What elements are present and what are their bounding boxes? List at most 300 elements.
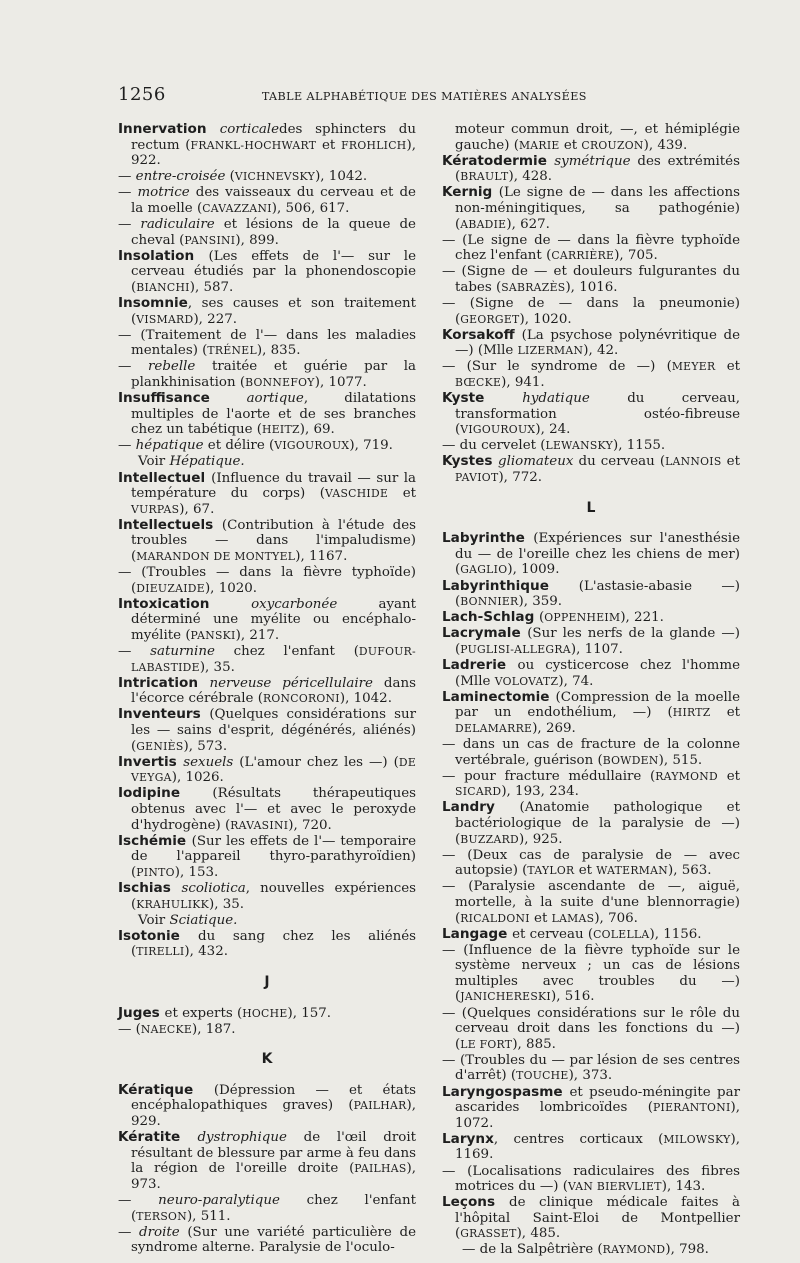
author-name: HIRTZ xyxy=(672,706,711,720)
index-entry xyxy=(118,217,416,248)
author-name: VISMARD xyxy=(136,312,194,326)
index-entry xyxy=(118,471,416,518)
entry-text: — (Sur le syndrome de —) ( xyxy=(442,359,672,375)
index-entry xyxy=(118,597,416,644)
entry-text: (Sur les nerfs de la glande —) ( xyxy=(455,626,740,657)
entry-headword: Laryngospasme xyxy=(442,1083,570,1100)
entry-text: ), 835. xyxy=(256,343,301,359)
entry-text: ), 1016. xyxy=(565,279,618,295)
cross-reference xyxy=(442,1242,740,1258)
index-entry xyxy=(118,1225,416,1256)
entry-text: ), 157. xyxy=(287,1005,332,1021)
entry-text: ), 67. xyxy=(179,501,215,517)
author-name: GAGLIO xyxy=(460,563,508,577)
entry-text: — du cervelet ( xyxy=(442,438,546,454)
entry-italic-term: Hépatique. xyxy=(169,454,245,470)
entry-text: des extrémités ( xyxy=(455,153,740,185)
entry-text: et xyxy=(559,137,582,153)
entry-text: ), 153. xyxy=(174,864,219,880)
cross-reference xyxy=(118,913,416,929)
entry-text: — (Quelques considérations sur le rôle du cerveau droit dans les fonctions du —) ( xyxy=(442,1005,740,1052)
entry-text: ), 1009. xyxy=(507,562,560,578)
entry-headword: Kyste xyxy=(442,390,523,407)
author-name: OPPENHEIM xyxy=(544,611,621,625)
entry-text: (Les effets de l'— sur le cerveau étudiés par la phonendoscopie ( xyxy=(131,248,416,295)
author-name: PANSINI xyxy=(184,233,236,247)
index-entry xyxy=(442,1195,740,1242)
entry-text: ), 143. xyxy=(661,1179,706,1195)
entry-italic-term: neuro-paralytique xyxy=(158,1193,280,1208)
entry-text: ), 587. xyxy=(189,279,234,295)
entry-italic-term: gliomateux xyxy=(498,454,574,470)
author-name: PANSKI xyxy=(190,629,236,642)
entry-text: et xyxy=(316,137,342,153)
author-name: TOUCHE xyxy=(516,1069,569,1083)
entry-text: (Sur une variété particulière de syndrome alterne. Paralysie de l'oculo- xyxy=(131,1224,416,1256)
entry-headword: Lach-Schlag xyxy=(442,609,540,626)
index-entry xyxy=(442,454,740,485)
entry-text: ), 506, 617. xyxy=(271,200,350,216)
entry-text: (Quelques considérations sur les — sains d'esprit, dégénérés, aliénés) ( xyxy=(131,707,416,754)
entry-text: ayant déterminé une myélite ou encéphalo-myélite ( xyxy=(131,596,417,643)
entry-headword: Juges xyxy=(118,1004,165,1021)
index-entry xyxy=(442,122,740,153)
author-name: GENIÈS xyxy=(136,739,184,753)
index-entry xyxy=(442,690,740,737)
entry-headword: Larynx xyxy=(442,1130,494,1147)
entry-text: — de la Salpêtrière ( xyxy=(462,1242,603,1258)
entry-text: ), 1072. xyxy=(455,1100,740,1131)
author-name: TIRELLI xyxy=(136,945,185,959)
section-letter-heading: J xyxy=(264,973,270,990)
entry-italic-term: aortique xyxy=(246,391,304,407)
entry-italic-term: nerveuse péricellulaire xyxy=(209,675,373,691)
entry-text: — ( xyxy=(118,1021,141,1037)
entry-headword: Ischias xyxy=(118,880,182,896)
author-name: MILOWSKY xyxy=(663,1132,731,1146)
entry-text: moteur commun droit, —, et hémiplégie gauche) ( xyxy=(455,122,740,153)
index-entry xyxy=(118,755,416,786)
entry-text: ), 563. xyxy=(667,863,712,879)
entry-text: et xyxy=(717,768,740,784)
entry-text: — (Troubles — dans la fièvre typhoïde) ( xyxy=(118,565,416,596)
entry-headword: Iodipine xyxy=(118,785,213,802)
entry-text: — xyxy=(118,1224,140,1240)
author-name: TERSON xyxy=(136,1209,187,1223)
author-name: DELAMARRE xyxy=(455,721,533,735)
author-name: NAECKE xyxy=(140,1022,193,1036)
entry-text: (Anatomie pathologique et bactériologique de la paralysie de —) ( xyxy=(455,800,740,847)
index-entry xyxy=(442,328,740,359)
author-name: BIANCHI xyxy=(136,280,190,294)
entry-italic-term: rebelle xyxy=(148,359,196,375)
author-name: GEORGET xyxy=(460,312,520,326)
entry-text: — (Le signe de — dans la fièvre typhoïde chez l'enfant ( xyxy=(442,232,740,264)
entry-italic-term: droite xyxy=(139,1224,180,1240)
author-name: LEWANSKY xyxy=(545,439,614,453)
entry-text: ( xyxy=(225,169,235,185)
index-entry xyxy=(442,1132,740,1163)
index-entry xyxy=(118,1193,416,1224)
index-entry xyxy=(442,1053,740,1084)
entry-text: ), 1167. xyxy=(295,549,348,565)
entry-text: — xyxy=(118,169,136,185)
author-name: FROHLICH xyxy=(341,138,407,152)
entry-text: ), 1169. xyxy=(455,1131,740,1163)
index-entry xyxy=(118,518,416,565)
index-entry xyxy=(118,644,416,675)
index-entry xyxy=(118,249,416,296)
entry-italic-term: radiculaire xyxy=(140,217,215,233)
author-name: JANICHERESKI xyxy=(460,990,551,1004)
entry-text: dans l'écorce cérébrale ( xyxy=(131,675,416,707)
section-letter-heading: L xyxy=(586,499,596,516)
entry-headword: Intrication xyxy=(118,674,210,691)
entry-text: (Résultats thérapeutiques obtenus avec l'— et avec le peroxyde d'hydrogène) ( xyxy=(131,786,416,833)
author-name: VURPAS xyxy=(131,502,180,516)
entry-text: — (Traitement de l'— dans les maladies mentales) ( xyxy=(118,327,416,359)
index-entry xyxy=(118,359,416,390)
entry-text: — xyxy=(118,359,149,375)
entry-text: ), 1107. xyxy=(570,641,623,657)
entry-italic-term: corticale xyxy=(219,122,280,137)
entry-text: ), 1026. xyxy=(171,770,224,786)
index-entry xyxy=(442,1164,740,1195)
entry-headword: Labyrinthe xyxy=(442,530,534,547)
index-entry xyxy=(442,769,740,800)
entry-headword: Kératite xyxy=(118,1129,198,1146)
entry-headword: Insolation xyxy=(118,247,209,264)
entry-text: ), 227. xyxy=(193,311,237,327)
index-entry xyxy=(442,943,740,1005)
entry-text: ), 929. xyxy=(131,1098,416,1130)
index-entry xyxy=(118,834,416,881)
entry-text: — (Paralysie ascendante de —, aiguë, mortelle, à la suite d'une blennorragie) ( xyxy=(442,879,740,926)
author-name: FRANKL-HOCHWART xyxy=(190,138,317,152)
entry-text: ), 922. xyxy=(131,137,416,169)
index-entry xyxy=(442,927,740,943)
entry-text: ), 359. xyxy=(518,594,563,610)
entry-italic-term: entre-croisée xyxy=(135,169,226,185)
index-entry xyxy=(118,707,416,754)
index-entry xyxy=(442,1085,740,1132)
entry-text: ), 221. xyxy=(620,610,664,626)
author-name: LIZERMAN xyxy=(517,344,584,358)
entry-text: , ses causes et son traitement ( xyxy=(131,296,416,327)
author-name: HOCHE xyxy=(242,1006,288,1020)
entry-italic-term: hydatique xyxy=(522,391,590,407)
author-name: PAILHAR xyxy=(353,1099,407,1113)
author-name: BONNEFOY xyxy=(245,376,315,389)
entry-headword: Inventeurs xyxy=(118,706,210,723)
entry-text: (Expériences sur l'anesthésie du — de l'oreille chez les chiens de mer) ( xyxy=(455,531,740,578)
index-entry xyxy=(118,391,416,438)
author-name: MARANDON DE MONTYEL xyxy=(136,550,296,564)
entry-text: et xyxy=(574,863,597,879)
entry-text: — (Signe de — et douleurs fulgurantes du tabes ( xyxy=(442,264,740,295)
entry-text: (Compression de la moelle par un endothélium, —) ( xyxy=(455,689,741,721)
author-name: SABRAZÈS xyxy=(501,280,566,294)
entry-text: ), 35. xyxy=(199,659,235,675)
entry-text: du sang chez les aliénés ( xyxy=(131,928,416,960)
entry-text: ), 373. xyxy=(568,1068,613,1084)
entry-text: — (Troubles du — par lésion de ses centres d'arrêt) ( xyxy=(442,1052,740,1084)
entry-italic-term: dystrophique xyxy=(197,1130,287,1146)
entry-text: ), 706. xyxy=(594,910,638,926)
entry-text: des sphincters du rectum ( xyxy=(131,122,416,153)
entry-text: ), 720. xyxy=(288,817,332,833)
entry-text: ), 217. xyxy=(235,628,280,643)
author-name: CROUZON xyxy=(581,138,644,152)
entry-text: (La psychose polynévritique de —) (Mlle xyxy=(455,327,740,359)
author-name: LE FORT xyxy=(460,1037,513,1051)
author-name: BONNIER xyxy=(460,595,519,609)
right-column xyxy=(442,122,740,1259)
author-name: VASCHIDE xyxy=(324,487,389,501)
entry-text: ), 439. xyxy=(643,137,688,153)
entry-text: ), 1156. xyxy=(649,926,702,942)
entry-text: — (Signe de — dans la pneumonie) ( xyxy=(442,296,740,327)
entry-text: et cerveau ( xyxy=(512,926,594,942)
cross-reference xyxy=(118,454,416,470)
entry-text: ), 941. xyxy=(501,375,545,390)
entry-text: ), 74. xyxy=(558,673,594,689)
index-entry xyxy=(118,565,416,596)
entry-text: ), 269. xyxy=(532,720,576,736)
index-entry xyxy=(442,391,740,438)
author-name: WATERMAN xyxy=(596,864,668,878)
entry-text: et xyxy=(529,910,552,926)
index-entry xyxy=(118,185,416,216)
author-name: COLELLA xyxy=(593,927,650,941)
index-entry xyxy=(442,626,740,657)
entry-headword: Isotonie xyxy=(118,927,199,944)
index-entry xyxy=(442,531,740,578)
entry-text: ), 772. xyxy=(498,470,543,486)
entry-text: — xyxy=(118,644,151,660)
author-name: TAYLOR xyxy=(527,864,575,878)
entry-text: ), 428. xyxy=(508,169,553,185)
entry-headword: Labyrinthique xyxy=(442,577,579,594)
entry-text: ), 187. xyxy=(192,1021,236,1037)
author-name: MEYER xyxy=(671,360,716,374)
index-entry xyxy=(442,185,740,232)
entry-text: ), 885. xyxy=(512,1036,556,1052)
page-header xyxy=(118,84,638,106)
entry-headword: Ischémie xyxy=(118,832,192,849)
entry-italic-term: symétrique xyxy=(554,153,631,169)
running-head: TABLE ALPHABÉTIQUE DES MATIÈRES ANALYSÉES xyxy=(261,90,587,103)
entry-text: ), 1042. xyxy=(315,169,368,185)
index-entry xyxy=(442,264,740,295)
index-entry xyxy=(118,328,416,359)
entry-text: et experts ( xyxy=(164,1005,243,1021)
entry-text: — xyxy=(118,1193,159,1208)
author-name: TRÉNEL xyxy=(207,344,257,358)
entry-text: ), 69. xyxy=(299,422,335,438)
entry-headword: Landry xyxy=(442,799,520,816)
index-entry xyxy=(442,610,740,626)
entry-text: (L'astasie-abasie —) ( xyxy=(455,578,740,610)
section-letter-heading: K xyxy=(261,1051,273,1068)
index-entry xyxy=(118,169,416,185)
entry-text: et lésions de la queue de cheval ( xyxy=(131,217,416,248)
author-name: DIEUZAIDE xyxy=(136,581,205,595)
index-entry xyxy=(118,296,416,327)
index-entry xyxy=(118,1022,416,1038)
entry-headword: Korsakoff xyxy=(442,326,522,343)
author-name: RICALDONI xyxy=(460,911,530,925)
left-column xyxy=(118,122,416,1256)
entry-text: — xyxy=(118,185,138,201)
entry-text: (Sur les effets de l'— temporaire de l'appareil thyro-parathyroïdien) ( xyxy=(131,833,416,880)
index-entry xyxy=(118,1006,416,1022)
index-entry xyxy=(442,579,740,610)
entry-italic-term: hépatique xyxy=(135,438,204,454)
entry-headword: Insuffisance xyxy=(118,390,247,407)
author-name: HEITZ xyxy=(262,423,300,437)
entry-headword: Kératodermie xyxy=(442,152,555,169)
author-name: LAMAS xyxy=(551,911,595,925)
index-entry xyxy=(118,676,416,707)
index-entry xyxy=(442,879,740,926)
entry-text: ), 973. xyxy=(131,1161,416,1192)
entry-text: ), 1077. xyxy=(314,375,367,390)
entry-text: (Le signe de — dans les affections non-méningitiques, sa pathogénie) ( xyxy=(455,185,740,232)
author-name: MARIE xyxy=(518,138,560,152)
author-name: PIERANTONI xyxy=(652,1101,731,1115)
index-entry xyxy=(118,438,416,454)
index-entry xyxy=(442,438,740,454)
entry-italic-term: scoliotica xyxy=(181,881,246,896)
entry-text: (Contribution à l'étude des troubles — dans l'impaludisme) ( xyxy=(131,517,416,565)
entry-text: ), 798. xyxy=(665,1242,709,1258)
entry-text: ), 719. xyxy=(349,438,393,454)
entry-text: Voir xyxy=(138,454,170,470)
index-entry xyxy=(442,658,740,689)
index-entry xyxy=(442,1006,740,1053)
author-name: BRAULT xyxy=(460,170,509,184)
entry-italic-term: saturnine xyxy=(150,644,215,660)
author-name: RAYMOND xyxy=(655,769,718,783)
page-number: 1256 xyxy=(118,84,166,105)
author-name: DUFOUR-LABASTIDE xyxy=(131,645,416,674)
entry-text: ), 42. xyxy=(583,343,619,359)
entry-text: ), 193, 234. xyxy=(501,784,579,800)
entry-text: Voir xyxy=(138,912,170,928)
entry-italic-term: motrice xyxy=(137,185,190,201)
author-name: PUGLISI-ALLEGRA xyxy=(460,642,571,656)
entry-text: chez l'enfant ( xyxy=(214,644,359,660)
entry-text: du cerveau, transformation ostéo-fibreuse ( xyxy=(455,391,740,438)
author-name: SICARD xyxy=(455,785,502,799)
author-name: BŒCKE xyxy=(455,376,502,389)
index-entry xyxy=(118,1130,416,1192)
author-name: GRASSET xyxy=(460,1227,517,1241)
entry-text: — dans un cas de fracture de la colonne vertébrale, guérison ( xyxy=(442,736,740,768)
author-name: PAVIOT xyxy=(455,471,499,485)
entry-headword: Invertis xyxy=(118,753,184,770)
entry-text: ), 573. xyxy=(183,738,228,754)
index-entry xyxy=(118,929,416,960)
entry-text: de clinique médicale faites à l'hôpital Saint-Eloi de Montpellier ( xyxy=(455,1195,741,1242)
author-name: PAILHAS xyxy=(354,1162,407,1176)
entry-text: et délire ( xyxy=(203,438,275,454)
index-entry xyxy=(442,154,740,185)
entry-text: ), 485. xyxy=(516,1226,561,1242)
entry-text: (Dépression — et états encéphalopathiques graves) ( xyxy=(131,1082,416,1114)
index-entry xyxy=(442,848,740,879)
entry-text: ( xyxy=(539,610,545,626)
author-name: RONCORONI xyxy=(262,692,340,706)
entry-text: et xyxy=(710,705,741,721)
index-entry xyxy=(442,359,740,390)
author-name: LANNOIS xyxy=(665,455,722,469)
entry-text: et xyxy=(715,359,741,375)
entry-text: ), 516. xyxy=(550,989,595,1005)
entry-text: chez l'enfant ( xyxy=(131,1193,417,1224)
author-name: ABADIE xyxy=(460,217,507,231)
index-entry xyxy=(118,881,416,912)
entry-headword: Intellectuel xyxy=(118,469,212,486)
index-entry xyxy=(118,122,416,169)
entry-text: ), 432. xyxy=(184,944,228,960)
entry-text: et xyxy=(721,454,740,470)
entry-text: ), 1042. xyxy=(339,691,392,707)
entry-text: , centres corticaux ( xyxy=(493,1131,664,1147)
index-entry xyxy=(442,737,740,768)
entry-text: — (Influence de la fièvre typhoïde sur le système nerveux ; un cas de lésions multiples avec troubles du —) ( xyxy=(442,942,740,1005)
entry-italic-term: oxycarbonée xyxy=(251,596,338,612)
entry-text: ), 515. xyxy=(658,752,703,768)
entry-text: (L'amour chez les —) ( xyxy=(233,754,399,770)
entry-text: et pseudo-méningite par ascarides lombricoïdes ( xyxy=(455,1084,740,1116)
entry-headword: Kernig xyxy=(442,184,499,201)
entry-text: — (Localisations radiculaires des fibres motrices du —) ( xyxy=(442,1163,740,1195)
entry-text: ), 24. xyxy=(535,422,571,438)
entry-text: ), 35. xyxy=(209,896,245,912)
author-name: CARRIÈRE xyxy=(551,249,615,263)
entry-headword: Kératique xyxy=(118,1081,214,1098)
author-name: VAN BIERVLIET xyxy=(567,1180,662,1194)
entry-headword: Kystes xyxy=(442,453,499,470)
entry-headword: Insomnie xyxy=(118,295,188,312)
entry-text: ), 925. xyxy=(518,831,563,847)
entry-text: traitée et guérie par la plankhinisation ( xyxy=(131,359,416,390)
index-entry xyxy=(442,296,740,327)
index-entry xyxy=(118,786,416,833)
entry-headword: Innervation xyxy=(118,121,220,137)
author-name: VIGOUROUX xyxy=(274,439,350,453)
entry-text: ), 627. xyxy=(506,216,550,232)
entry-text: ), 1155. xyxy=(613,438,666,454)
entry-italic-term: Sciatique. xyxy=(169,912,238,928)
author-name: KRAHULIKK xyxy=(136,897,210,911)
entry-text: ), 511. xyxy=(186,1208,231,1224)
entry-text: — xyxy=(118,438,136,454)
author-name: VOLOVATZ xyxy=(494,674,559,688)
author-name: BUZZARD xyxy=(460,832,519,846)
index-entry xyxy=(118,1083,416,1130)
entry-italic-term: sexuels xyxy=(183,754,234,770)
entry-text: , nouvelles expériences ( xyxy=(131,881,416,912)
author-name: RAVASINI xyxy=(230,818,289,832)
entry-text: ), 1020. xyxy=(204,580,258,596)
entry-text: du cerveau ( xyxy=(573,454,666,470)
entry-headword: Langage xyxy=(442,925,513,942)
index-entry xyxy=(442,233,740,264)
entry-headword: Intellectuels xyxy=(118,516,222,533)
